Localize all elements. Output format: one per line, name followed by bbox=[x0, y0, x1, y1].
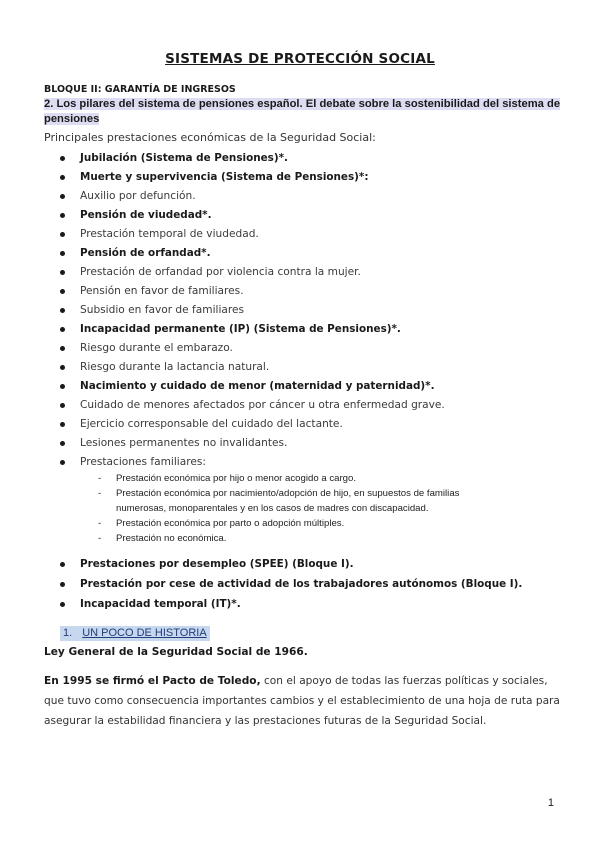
law-heading: Ley General de la Seguridad Social de 1966. bbox=[44, 646, 308, 658]
history-paragraph bbox=[44, 671, 564, 731]
bullet-icon bbox=[60, 194, 65, 199]
bullet-icon bbox=[60, 213, 65, 218]
section-number: 1. bbox=[63, 627, 73, 639]
bullet-icon bbox=[60, 175, 65, 180]
bullet-icon bbox=[60, 562, 65, 567]
document-title: SISTEMAS DE PROTECCIÓN SOCIAL bbox=[165, 51, 435, 67]
subheading-text: 2. Los pilares del sistema de pensiones español. El debate sobre la sostenibilidad del sistema de pensiones bbox=[44, 98, 561, 125]
bullet-icon bbox=[60, 346, 65, 351]
bullet-icon bbox=[60, 156, 65, 161]
bullet-icon bbox=[60, 602, 65, 607]
bullet-icon bbox=[60, 270, 65, 275]
bullet-icon bbox=[60, 308, 65, 313]
bullet-icon bbox=[60, 289, 65, 294]
bullet-icon bbox=[60, 403, 65, 408]
bullet-icon bbox=[60, 232, 65, 237]
paragraph-body: con el apoyo de todas las fuerzas políticas y sociales, que tuvo como consecuencia importantes cambios y el establecimiento de una hoja de ruta para asegurar la estabilidad financiera y las prestaciones futuras de la Seguridad Social. bbox=[44, 675, 560, 727]
bullet-icon bbox=[60, 251, 65, 256]
block-label: BLOQUE II: GARANTÍA DE INGRESOS bbox=[44, 84, 236, 95]
page-number: 1 bbox=[547, 797, 554, 809]
bullet-icon bbox=[60, 460, 65, 465]
bullet-icon bbox=[60, 327, 65, 332]
section-heading-history bbox=[60, 626, 210, 641]
bullet-icon bbox=[60, 365, 65, 370]
section-subheading bbox=[44, 97, 564, 127]
bullet-icon bbox=[60, 422, 65, 427]
section-label: UN POCO DE HISTORIA bbox=[82, 627, 207, 639]
bullet-icon bbox=[60, 582, 65, 587]
bullet-icon bbox=[60, 384, 65, 389]
intro-text: Principales prestaciones económicas de la Seguridad Social: bbox=[44, 131, 376, 144]
paragraph-bold-lead: En 1995 se firmó el Pacto de Toledo, bbox=[44, 675, 261, 687]
bullet-icon bbox=[60, 441, 65, 446]
